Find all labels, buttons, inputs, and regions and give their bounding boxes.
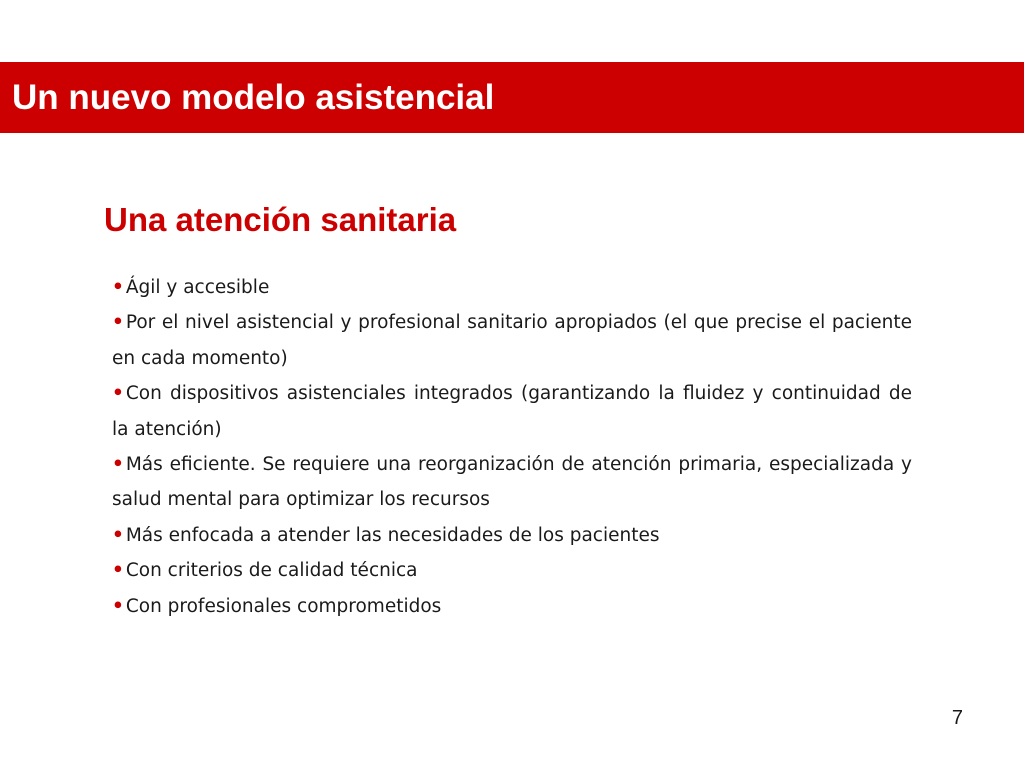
bullet-list [112,270,912,624]
bullet-item [112,589,912,624]
bullet-dot-icon: • [112,560,124,582]
bullet-text: Por el nivel asistencial y profesional sanitario apropiados (el que precise el paciente en cada momento) [112,312,912,369]
bullet-dot-icon: • [112,454,124,476]
bullet-dot-icon: • [112,595,124,617]
title-bar [0,62,1024,133]
bullet-item [112,270,912,305]
bullet-text: Con criterios de calidad técnica [125,560,418,582]
bullet-text: Con dispositivos asistenciales integrados (garantizando la fluidez y continuidad de la atención) [112,383,912,440]
bullet-dot-icon: • [112,312,124,334]
section-subtitle: Una atención sanitaria [104,201,457,238]
bullet-text: Más enfocada a atender las necesidades de los pacientes [125,524,660,546]
page-number: 7 [951,707,963,729]
bullet-dot-icon: • [112,277,124,298]
bullet-dot-icon: • [112,524,124,546]
bullet-item [112,305,912,376]
bullet-dot-icon: • [112,383,124,405]
bullet-text: Ágil y accesible [125,277,270,298]
bullet-item [112,376,912,447]
bullet-text: Más eficiente. Se requiere una reorganización de atención primaria, especializada y salud mental para optimizar los recursos [112,454,912,511]
bullet-item [112,518,912,553]
bullet-item [112,447,912,518]
slide-title: Un nuevo modelo asistencial [12,78,495,117]
bullet-item [112,553,912,588]
bullet-text: Con profesionales comprometidos [125,595,442,617]
